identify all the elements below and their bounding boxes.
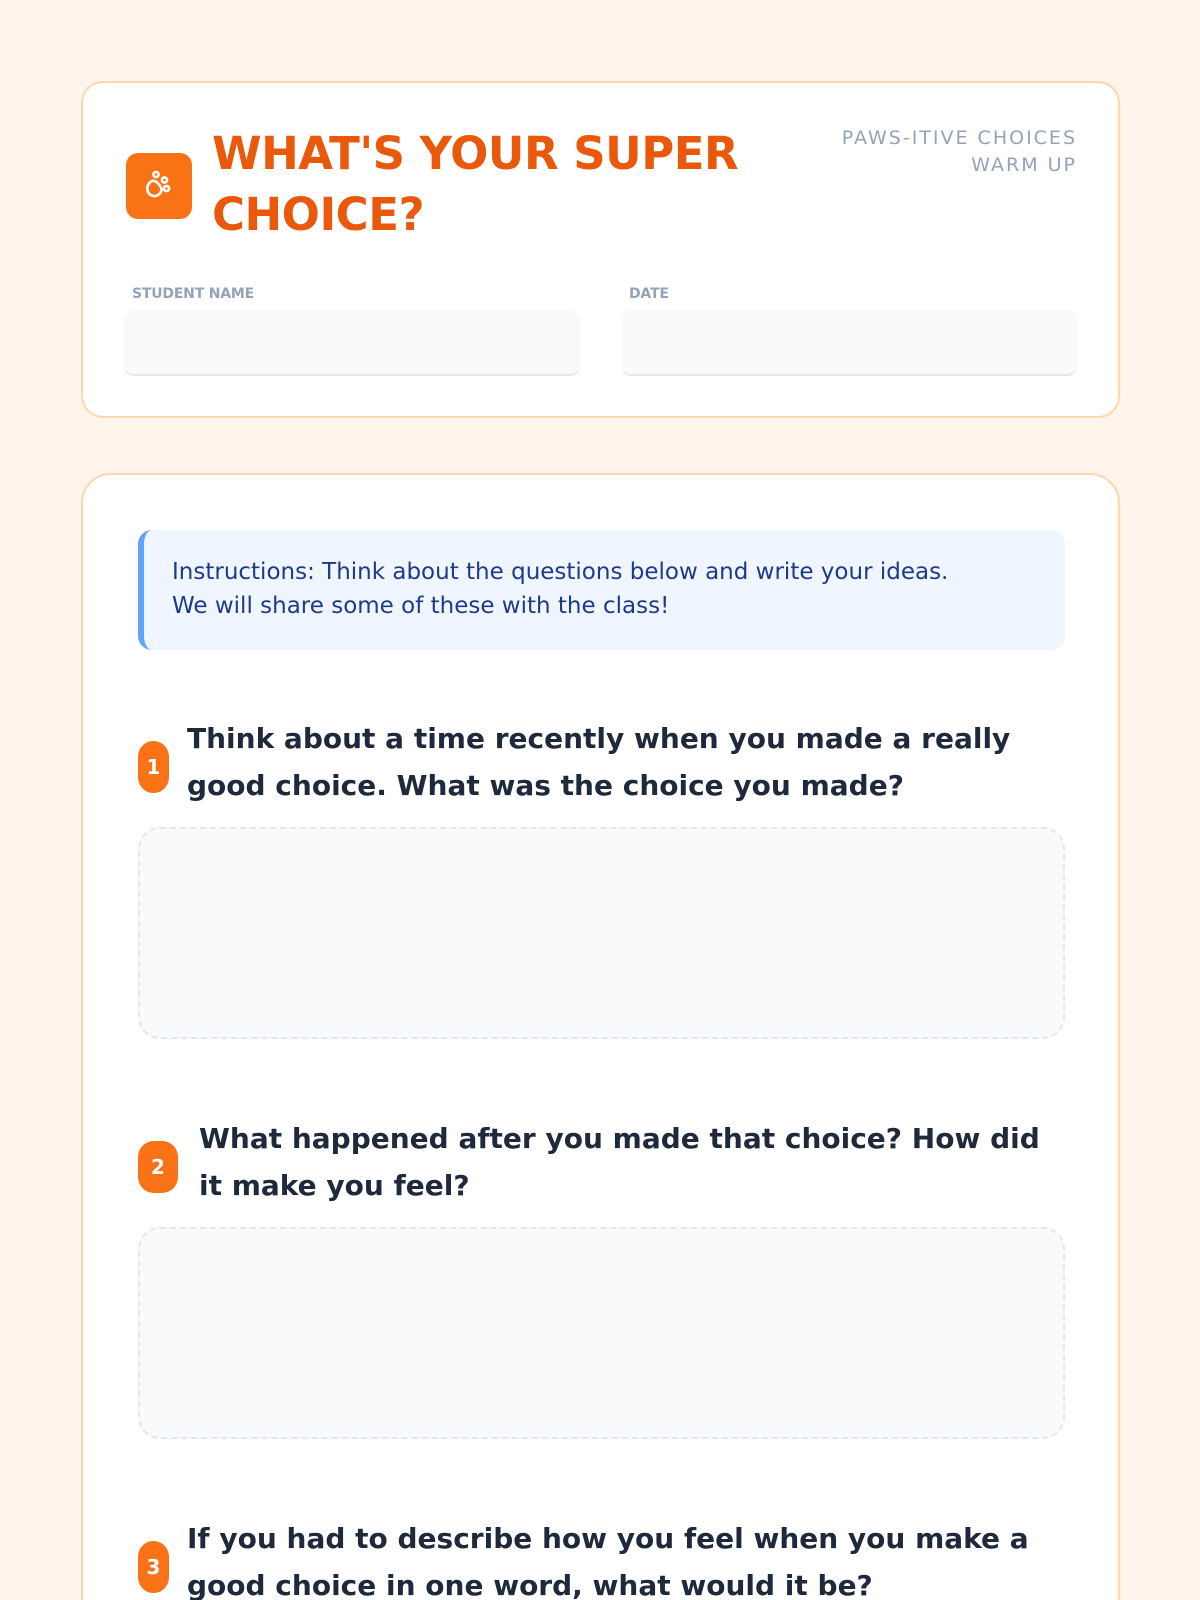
- header-card: [81, 81, 1120, 418]
- date-label: DATE: [629, 286, 669, 302]
- answer-field-2[interactable]: [138, 1227, 1065, 1439]
- questions-card: [81, 473, 1120, 1600]
- question-text: What happened after you made that choice? How did it make you feel?: [199, 1122, 1040, 1202]
- instructions-line-1: Instructions: Think about the questions below and write your ideas.: [172, 559, 949, 585]
- answer-field-1[interactable]: [138, 827, 1065, 1039]
- page-title: WHAT'S YOUR SUPER CHOICE?: [212, 127, 739, 241]
- student-name-label: STUDENT NAME: [132, 286, 254, 302]
- instructions-line-2: We will share some of these with the class!: [172, 593, 670, 619]
- date-input[interactable]: [621, 310, 1077, 376]
- subtitle-series: PAWS-ITIVE CHOICES: [841, 127, 1077, 149]
- question-number-badge: 1: [138, 741, 169, 793]
- question-number-badge: 2: [138, 1141, 178, 1193]
- worksheet-subtitle: [757, 125, 1077, 179]
- question-text: Think about a time recently when you made a really good choice. What was the choice you made?: [187, 722, 1011, 802]
- student-name-input[interactable]: [124, 310, 580, 376]
- paw-print-icon: [126, 153, 192, 219]
- subtitle-activity: WARM UP: [971, 154, 1077, 176]
- question-text: If you had to describe how you feel when you make a good choice in one word, what would it be?: [187, 1522, 1029, 1600]
- instructions-box: [138, 530, 1065, 650]
- question-number-badge: 3: [138, 1541, 169, 1593]
